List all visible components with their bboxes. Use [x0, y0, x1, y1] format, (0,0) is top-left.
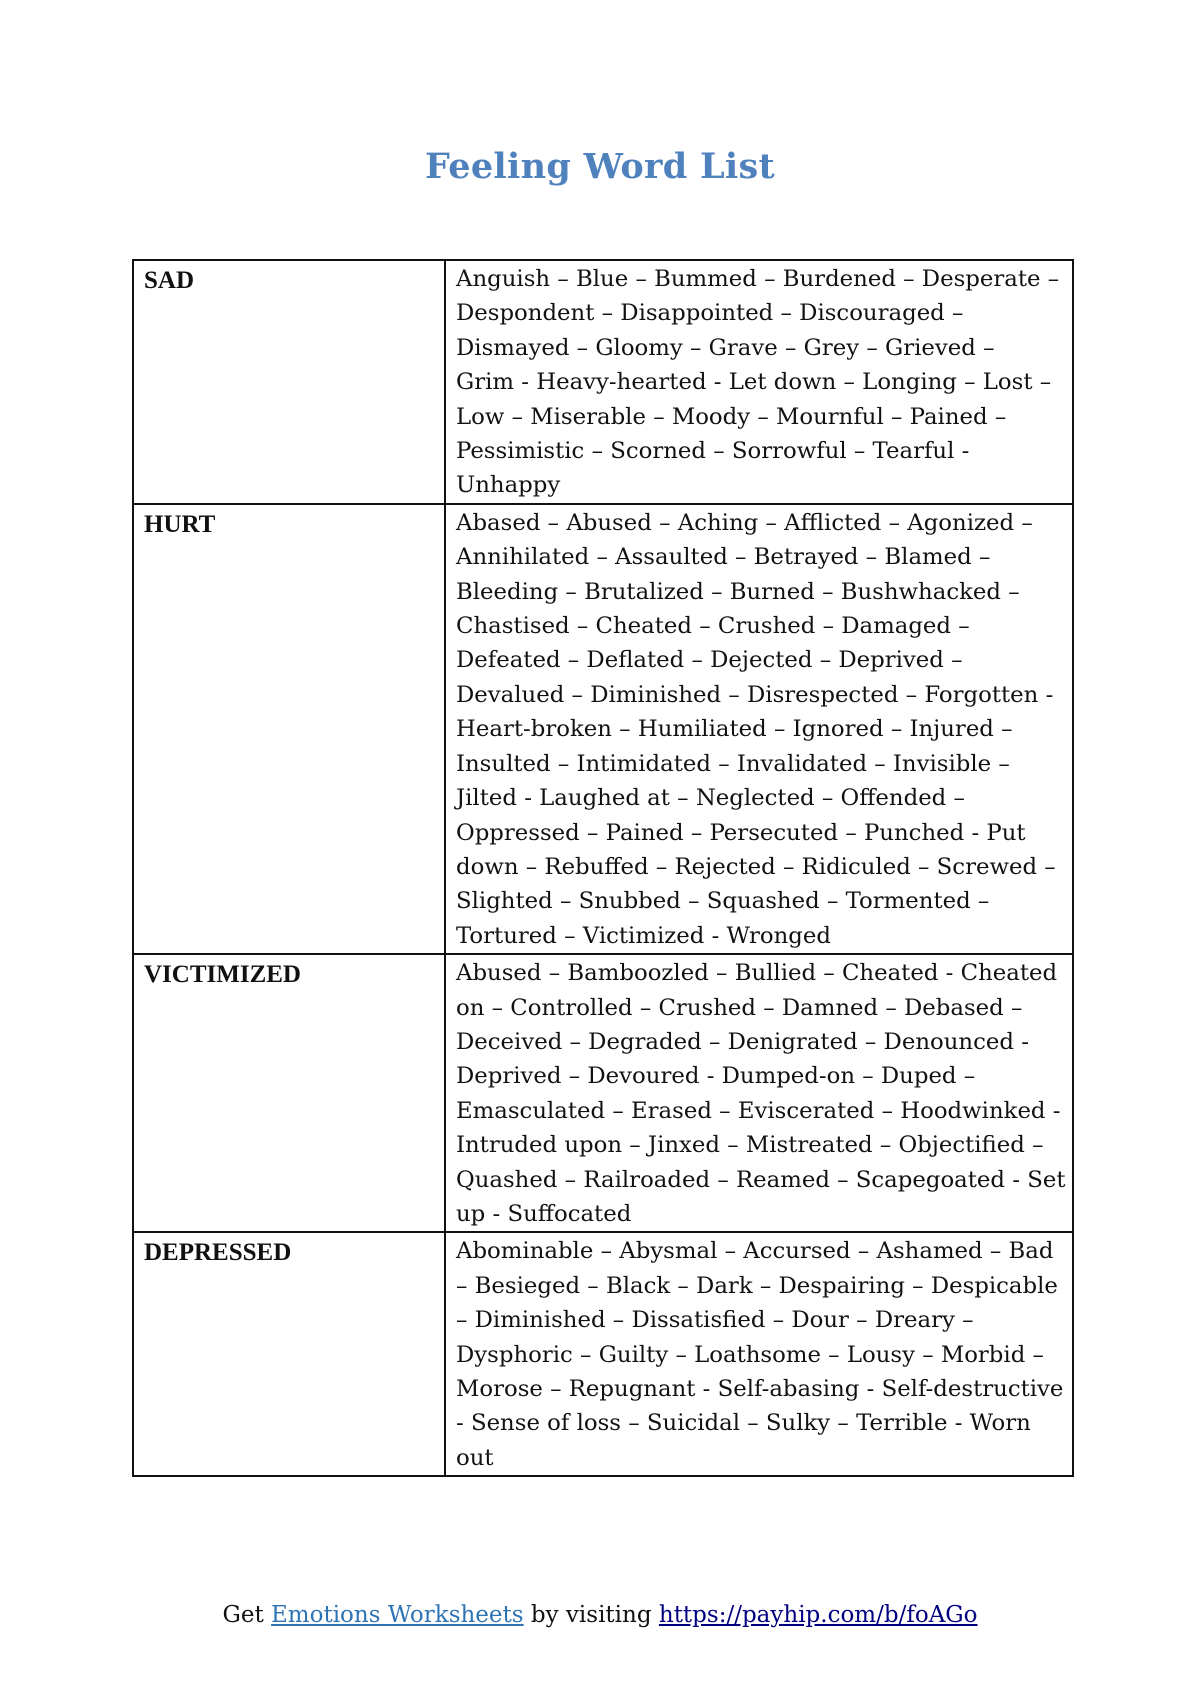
- feeling-words-line: up - Suffocated: [456, 1200, 632, 1227]
- footer: [0, 1602, 1200, 1628]
- table-row: [133, 954, 1073, 1232]
- feeling-words-line: Oppressed – Pained – Persecuted – Punched - Put: [456, 819, 1026, 846]
- feeling-words-line: Abused – Bamboozled – Bullied – Cheated - Cheated: [456, 960, 1058, 987]
- emotions-worksheets-link[interactable]: Emotions Worksheets: [271, 1602, 524, 1628]
- feeling-words-line: - Sense of loss – Suicidal – Sulky – Terrible - Worn: [456, 1410, 1031, 1437]
- feeling-words-line: Anguish – Blue – Bummed – Burdened – Desperate –: [456, 266, 1060, 292]
- feeling-words-line: Unhappy: [456, 472, 561, 499]
- feeling-words-line: Defeated – Deflated – Dejected – Deprived –: [456, 647, 963, 674]
- feeling-words-line: Abominable – Abysmal – Accursed – Ashamed – Bad: [456, 1238, 1054, 1265]
- feeling-words-line: Heart-broken – Humiliated – Ignored – Injured –: [456, 716, 1013, 743]
- feeling-words-line: Dysphoric – Guilty – Loathsome – Lousy – Morbid –: [456, 1341, 1044, 1368]
- table-row: [133, 1232, 1073, 1476]
- feeling-words-cell: [445, 504, 1073, 954]
- feeling-words-line: out: [456, 1444, 494, 1471]
- footer-prefix: Get: [222, 1602, 272, 1628]
- feeling-word-table: [132, 259, 1074, 1477]
- page-title: Feeling Word List: [425, 146, 775, 187]
- feeling-words-line: Quashed – Railroaded – Reamed – Scapegoated - Set: [456, 1166, 1066, 1193]
- feeling-words-line: Deceived – Degraded – Denigrated – Denounced -: [456, 1028, 1029, 1055]
- feeling-words-line: Devalued – Diminished – Disrespected – Forgotten -: [456, 681, 1054, 708]
- feeling-words-line: Grim - Heavy-hearted - Let down – Longing – Lost –: [456, 369, 1052, 396]
- category-label: HURT: [133, 504, 445, 954]
- feeling-words-line: Deprived – Devoured - Dumped-on – Duped –: [456, 1063, 976, 1090]
- feeling-words-line: Annihilated – Assaulted – Betrayed – Blamed –: [456, 544, 991, 571]
- feeling-words-cell: [445, 954, 1073, 1232]
- feeling-words-line: – Besieged – Black – Dark – Despairing – Despicable: [456, 1272, 1058, 1299]
- feeling-words-line: on – Controlled – Crushed – Damned – Debased –: [456, 994, 1023, 1021]
- category-label: DEPRESSED: [133, 1232, 445, 1476]
- payhip-url-link[interactable]: https://payhip.com/b/foAGo: [658, 1602, 978, 1628]
- feeling-words-line: Low – Miserable – Moody – Mournful – Pained –: [456, 403, 1007, 430]
- feeling-words-line: down – Rebuffed – Rejected – Ridiculed – Screwed –: [456, 853, 1056, 880]
- feeling-words-line: Morose – Repugnant - Self-abasing - Self-destructive: [456, 1376, 1064, 1402]
- category-label: VICTIMIZED: [133, 954, 445, 1232]
- feeling-words-line: Dismayed – Gloomy – Grave – Grey – Grieved –: [456, 334, 995, 361]
- feeling-words-line: Abased – Abused – Aching – Afflicted – Agonized –: [456, 509, 1033, 536]
- feeling-words-cell: [445, 1232, 1073, 1476]
- feeling-words-line: Insulted – Intimidated – Invalidated – Invisible –: [456, 750, 1010, 777]
- feeling-words-line: Slighted – Snubbed – Squashed – Tormented –: [456, 888, 990, 915]
- feeling-words-line: Bleeding – Brutalized – Burned – Bushwhacked –: [456, 578, 1020, 605]
- feeling-words-line: Pessimistic – Scorned – Sorrowful – Tearful -: [456, 438, 970, 465]
- feeling-words-line: Chastised – Cheated – Crushed – Damaged –: [456, 613, 970, 640]
- footer-middle: by visiting: [523, 1602, 659, 1628]
- table-row: [133, 504, 1073, 954]
- feeling-words-line: Jilted - Laughed at – Neglected – Offended –: [456, 785, 965, 812]
- feeling-words-cell: [445, 260, 1073, 504]
- table-row: [133, 260, 1073, 504]
- feeling-words-line: Despondent – Disappointed – Discouraged –: [456, 300, 964, 327]
- feeling-words-line: Tortured – Victimized - Wronged: [456, 922, 831, 949]
- feeling-words-line: – Diminished – Dissatisfied – Dour – Dreary –: [456, 1307, 974, 1334]
- category-label: SAD: [133, 260, 445, 504]
- feeling-words-line: Emasculated – Erased – Eviscerated – Hoodwinked -: [456, 1097, 1061, 1124]
- feeling-words-line: Intruded upon – Jinxed – Mistreated – Objectified –: [456, 1132, 1044, 1159]
